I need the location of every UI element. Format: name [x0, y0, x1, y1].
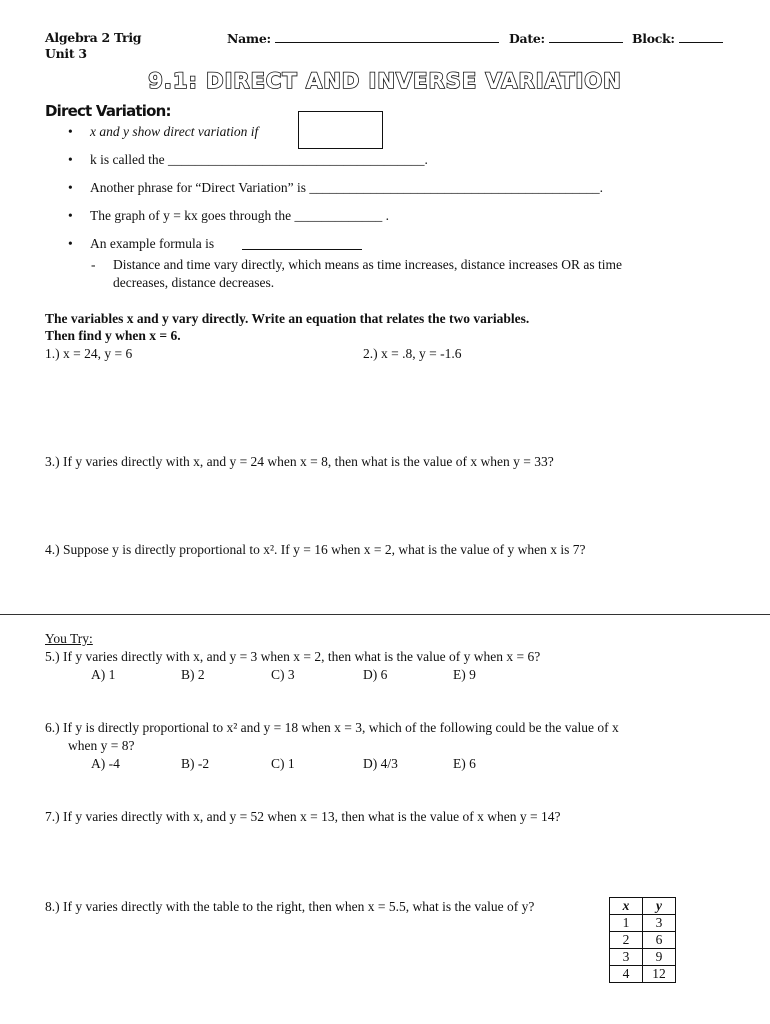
table-row — [610, 949, 676, 966]
bullet-text: The graph of y = kx goes through the _____________ . — [90, 208, 389, 223]
page-title: 9.1: DIRECT AND INVERSE VARIATION — [148, 69, 622, 93]
bullet-dot: • — [68, 208, 73, 223]
problem-2: 2.) x = .8, y = -1.6 — [363, 346, 462, 361]
block-label: Block: — [632, 31, 675, 46]
bullet-dot: • — [68, 236, 73, 251]
section-heading-direct-variation: Direct Variation: — [45, 102, 171, 120]
table-cell: 3 — [610, 949, 643, 966]
table-row — [610, 966, 676, 983]
instructions-line-1: The variables x and y vary directly. Write an equation that relates the two variables. — [45, 311, 530, 326]
unit-label: Unit 3 — [45, 46, 87, 61]
block-field[interactable] — [632, 30, 723, 46]
table-row — [610, 915, 676, 932]
problem-1: 1.) x = 24, y = 6 — [45, 346, 133, 361]
problem-5: 5.) If y varies directly with x, and y = 3 when x = 2, then what is the value of y when x = 6? — [45, 649, 541, 664]
table-cell: 4 — [610, 966, 643, 983]
sub-bullet-dash: - — [91, 257, 96, 272]
table-header-y: y — [643, 898, 676, 915]
problem-8: 8.) If y varies directly with the table to the right, then when x = 5.5, what is the value of y? — [45, 899, 535, 914]
bullet-text: Another phrase for “Direct Variation” is ___________________________________________. — [90, 180, 604, 195]
instructions-line-2: Then find y when x = 6. — [45, 328, 181, 343]
section-divider — [0, 614, 770, 615]
choice-b[interactable]: B) 2 — [181, 667, 205, 682]
problem-6-line-1: 6.) If y is directly proportional to x² and y = 18 when x = 3, which of the following could be the value of x — [45, 720, 619, 735]
date-blank[interactable] — [549, 30, 623, 43]
problem-6-line-2: when y = 8? — [68, 738, 135, 753]
date-label: Date: — [509, 31, 545, 46]
choice-c[interactable]: C) 1 — [271, 756, 295, 771]
date-field[interactable] — [509, 30, 623, 46]
bullet-text: An example formula is — [90, 236, 215, 251]
problem-4: 4.) Suppose y is directly proportional to x². If y = 16 when x = 2, what is the value of y when x is 7? — [45, 542, 586, 557]
choice-e[interactable]: E) 9 — [453, 667, 476, 682]
bullet-dot: • — [68, 180, 73, 195]
bullet-text: k is called the ______________________________________. — [90, 152, 428, 167]
choice-d[interactable]: D) 4/3 — [363, 756, 398, 771]
sub-bullet-line-2: decreases, distance decreases. — [113, 275, 275, 290]
table-cell: 12 — [643, 966, 676, 983]
answer-box[interactable] — [298, 111, 383, 149]
xy-table — [609, 897, 676, 983]
choice-a[interactable]: A) -4 — [91, 756, 120, 771]
table-cell: 2 — [610, 932, 643, 949]
table-cell: 9 — [643, 949, 676, 966]
table-cell: 3 — [643, 915, 676, 932]
table-row — [610, 932, 676, 949]
choice-e[interactable]: E) 6 — [453, 756, 476, 771]
problem-3: 3.) If y varies directly with x, and y = 24 when x = 8, then what is the value of x when y = 33? — [45, 454, 554, 469]
name-blank[interactable] — [275, 30, 499, 43]
choice-d[interactable]: D) 6 — [363, 667, 388, 682]
table-header-x: x — [610, 898, 643, 915]
choice-b[interactable]: B) -2 — [181, 756, 210, 771]
bullet-dot: • — [68, 152, 73, 167]
course-name: Algebra 2 Trig — [45, 30, 142, 45]
example-formula-blank[interactable] — [242, 236, 362, 250]
name-label: Name: — [227, 31, 271, 46]
block-blank[interactable] — [679, 30, 723, 43]
choice-a[interactable]: A) 1 — [91, 667, 116, 682]
bullet-dot: • — [68, 124, 73, 139]
table-header-row — [610, 898, 676, 915]
table-cell: 1 — [610, 915, 643, 932]
bullet-text: x and y show direct variation if — [90, 124, 259, 139]
name-field[interactable] — [227, 30, 499, 46]
sub-bullet-line-1: Distance and time vary directly, which means as time increases, distance increases OR as time — [113, 257, 622, 272]
problem-7: 7.) If y varies directly with x, and y = 52 when x = 13, then what is the value of x when y = 14? — [45, 809, 561, 824]
you-try-heading: You Try: — [45, 631, 93, 646]
table-cell: 6 — [643, 932, 676, 949]
choice-c[interactable]: C) 3 — [271, 667, 295, 682]
